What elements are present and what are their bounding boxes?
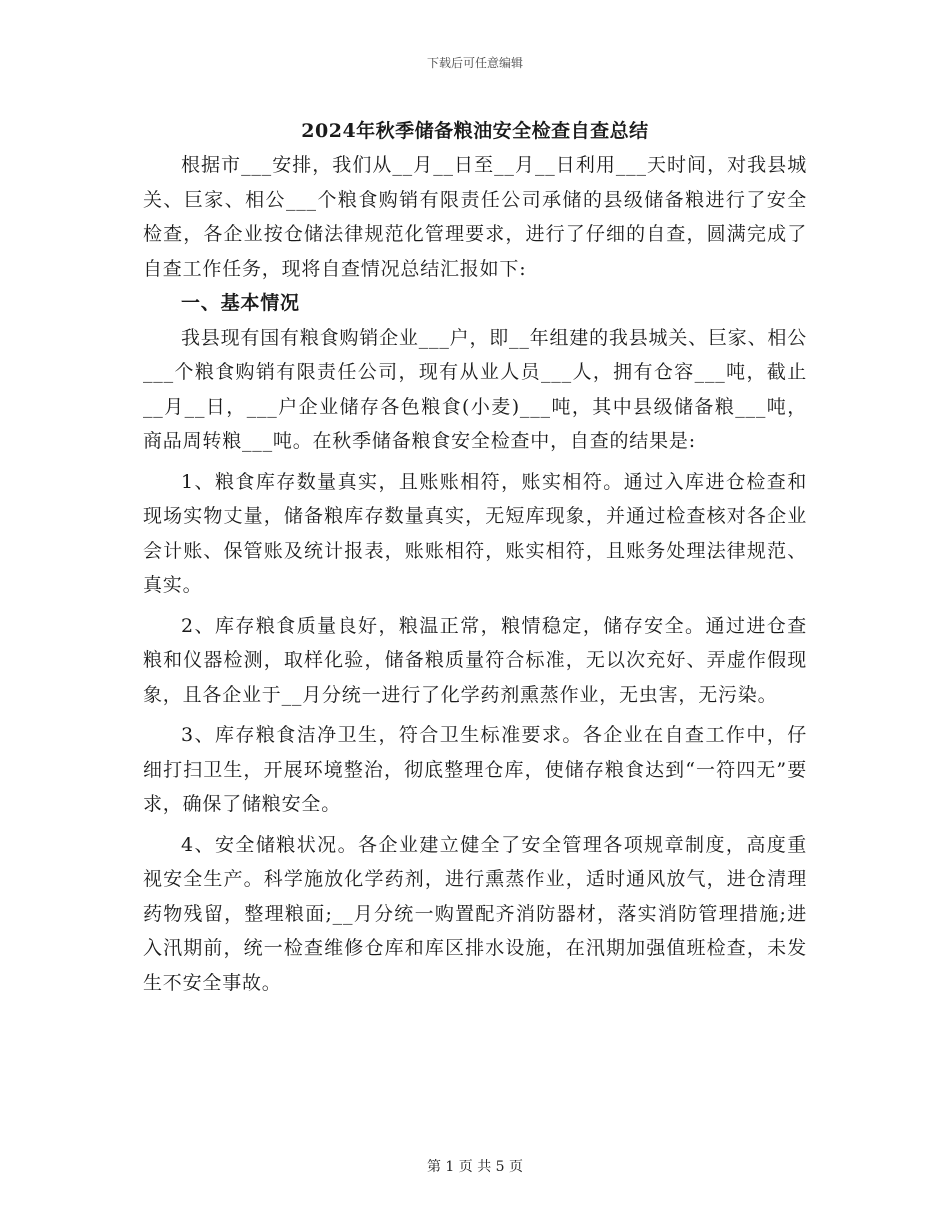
document-title: 2024年秋季储备粮油安全检查自查总结 bbox=[301, 120, 649, 142]
item-paragraph-2: 2、库存粮食质量良好，粮温正常，粮情稳定，储存安全。通过进仓查粮和仪器检测，取样化验，储备粮质量符合标准，无以次充好、弄虚作假现象，且各企业于__月分统一进行了化学药剂熏蒸作业，无虫害，无污染。 bbox=[143, 614, 807, 706]
item-paragraph-4: 4、安全储粮状况。各企业建立健全了安全管理各项规章制度，高度重视安全生产。科学施放化学药剂，进行熏蒸作业，适时通风放气，进仓清理药物残留，整理粮面;__月分统一购置配齐消防器材，落实消防管理措施;进入汛期前，统一检查维修仓库和库区排水设施，在汛期加强值班检查，未发生不安全事故。 bbox=[143, 833, 807, 994]
page-footer: 第 1 页 共 5 页 bbox=[426, 1159, 524, 1175]
item-paragraph-1: 1、粮食库存数量真实，且账账相符，账实相符。通过入库进仓检查和现场实物丈量，储备粮库存数量真实，无短库现象，并通过检查核对各企业会计账、保管账及统计报表，账账相符，账实相符，且账务处理法律规范、真实。 bbox=[143, 470, 807, 596]
document-body bbox=[143, 148, 807, 1000]
page-header: 下载后可任意编辑 bbox=[426, 56, 523, 70]
item-paragraph-3: 3、库存粮食洁净卫生，符合卫生标准要求。各企业在自查工作中，仔细打扫卫生，开展环境整治，彻底整理仓库，使储存粮食达到“一符四无”要求，确保了储粮安全。 bbox=[143, 724, 807, 815]
basic-situation-paragraph: 我县现有国有粮食购销企业___户，即__年组建的我县城关、巨家、相公___个粮食购销有限责任公司，现有从业人员___人，拥有仓容___吨，截止__月__日，___户企业储存各色粮食(小麦)___吨，其中县级储备粮___吨，商品周转粮___吨。在秋季储备粮食安全检查中，自查的结果是: bbox=[143, 326, 807, 452]
intro-paragraph: 根据市___安排，我们从__月__日至__月__日利用___天时间，对我县城关、巨家、相公___个粮食购销有限责任公司承储的县级储备粮进行了安全检查，各企业按仓储法律规范化管理要求，进行了仔细的自查，圆满完成了自查工作任务，现将自查情况总结汇报如下: bbox=[143, 154, 807, 280]
section-heading-basic-situation: 一、基本情况 bbox=[181, 292, 300, 314]
